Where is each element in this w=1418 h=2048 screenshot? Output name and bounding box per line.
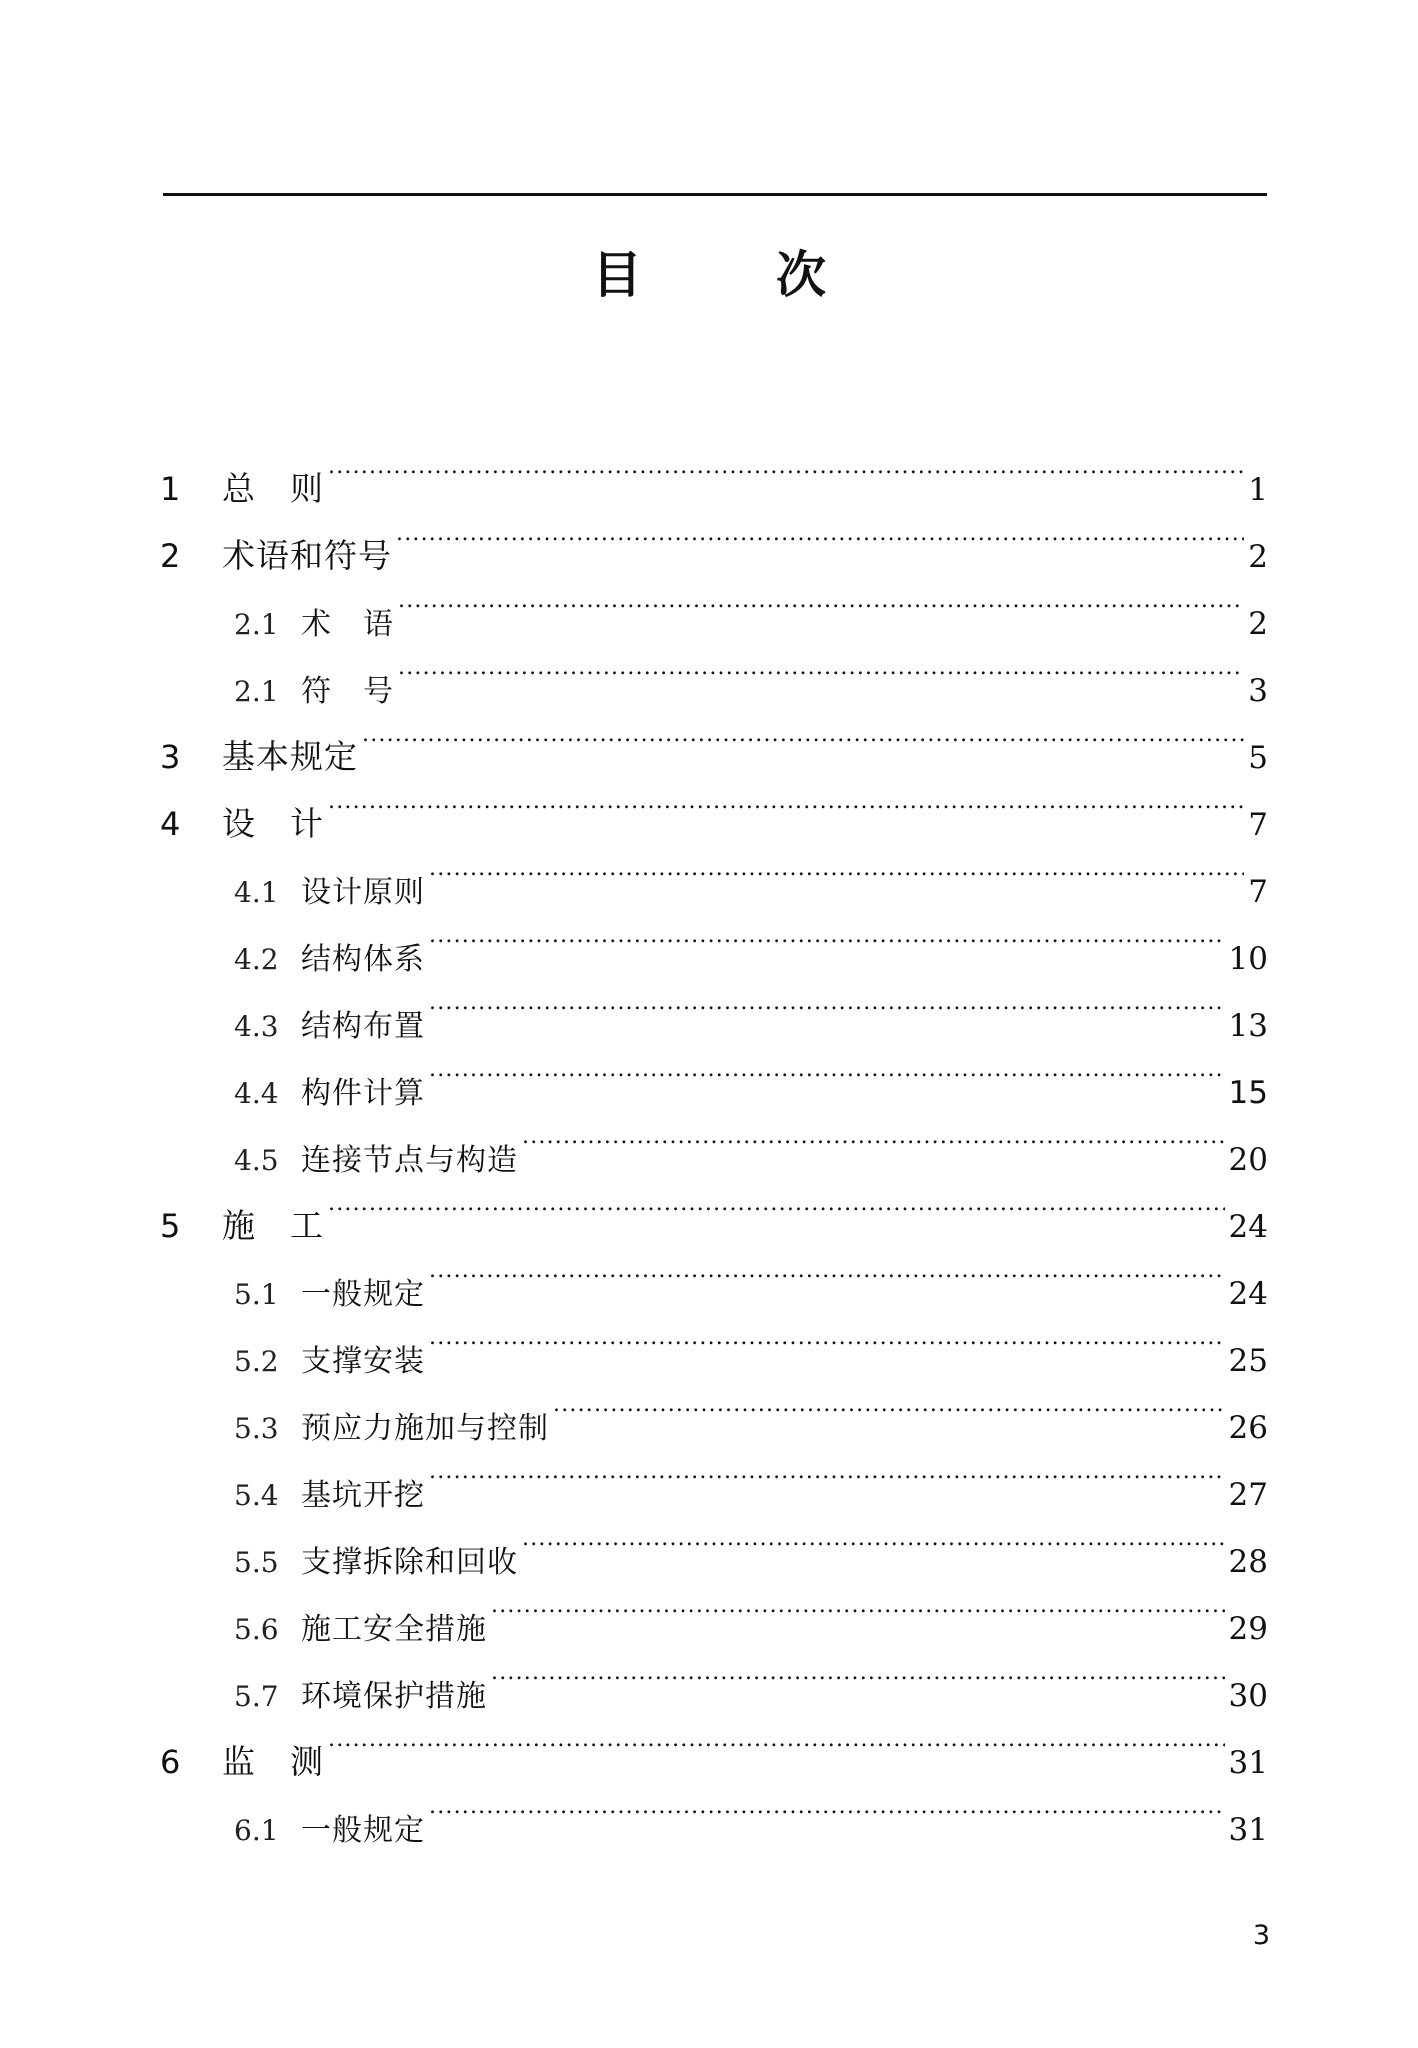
toc-entry-page: 24 xyxy=(1228,1276,1268,1312)
toc-entry-number: 2.1 xyxy=(234,608,279,641)
toc-entry-page: 31 xyxy=(1228,1745,1268,1781)
dot-leader xyxy=(522,1103,1225,1170)
toc-entry-page: 5 xyxy=(1248,740,1268,776)
toc-entry-number: 5.2 xyxy=(234,1345,279,1378)
toc-entry-title: 基坑开挖 xyxy=(301,1478,425,1513)
toc-entry-title: 一般规定 xyxy=(301,1277,425,1312)
dot-leader xyxy=(429,1773,1225,1840)
dot-leader xyxy=(491,1572,1225,1639)
dot-leader xyxy=(396,500,1244,567)
toc-entry-5-1[interactable] xyxy=(160,1237,1268,1312)
dot-leader xyxy=(328,1170,1225,1237)
toc-entry-1[interactable] xyxy=(160,433,1268,508)
dot-leader xyxy=(398,567,1244,634)
toc-entry-title: 环境保护措施 xyxy=(301,1679,487,1714)
toc-entry-page: 26 xyxy=(1228,1410,1268,1446)
dot-leader xyxy=(429,1304,1225,1371)
toc-entry-page: 2 xyxy=(1248,539,1268,575)
toc-entry-page: 7 xyxy=(1248,874,1268,910)
toc-entry-title: 施 工 xyxy=(222,1206,324,1245)
toc-entry-number: 5.5 xyxy=(234,1546,279,1579)
toc-entry-number: 5 xyxy=(160,1207,181,1245)
table-of-contents xyxy=(160,433,1268,1848)
toc-entry-title: 监 测 xyxy=(222,1742,324,1781)
toc-entry-number: 4 xyxy=(160,805,181,843)
toc-entry-page: 27 xyxy=(1228,1477,1268,1513)
dot-leader xyxy=(522,1505,1225,1572)
dot-leader xyxy=(362,701,1244,768)
dot-leader xyxy=(429,1237,1225,1304)
toc-entry-title: 术 语 xyxy=(301,607,394,642)
toc-entry-page: 20 xyxy=(1228,1142,1268,1178)
toc-entry-page: 13 xyxy=(1228,1008,1268,1044)
toc-entry-number: 6.1 xyxy=(234,1814,279,1847)
toc-entry-number: 4.1 xyxy=(234,876,279,909)
page-title: 目 次 xyxy=(592,245,868,304)
toc-entry-number: 5.4 xyxy=(234,1479,279,1512)
toc-entry-title: 术语和符号 xyxy=(222,536,392,575)
toc-entry-number: 1 xyxy=(160,470,181,508)
dot-leader xyxy=(553,1371,1225,1438)
page-number: 3 xyxy=(1252,1920,1270,1951)
toc-entry-number: 2.1 xyxy=(234,675,279,708)
dot-leader xyxy=(429,835,1244,902)
dot-leader xyxy=(328,433,1244,500)
toc-entry-title: 符 号 xyxy=(301,674,394,709)
toc-entry-page: 7 xyxy=(1248,807,1268,843)
toc-entry-number: 4.5 xyxy=(234,1144,279,1177)
toc-entry-number: 6 xyxy=(160,1743,181,1781)
toc-entry-page: 1 xyxy=(1248,472,1268,508)
toc-entry-page: 15 xyxy=(1228,1075,1268,1111)
toc-entry-page: 24 xyxy=(1228,1209,1268,1245)
toc-entry-title: 一般规定 xyxy=(301,1813,425,1848)
toc-entry-title: 设 计 xyxy=(222,804,324,843)
dot-leader xyxy=(328,768,1244,835)
toc-entry-title: 连接节点与构造 xyxy=(301,1143,518,1178)
toc-entry-2[interactable] xyxy=(160,500,1268,575)
toc-entry-title: 总 则 xyxy=(222,469,324,508)
toc-entry-page: 3 xyxy=(1248,673,1268,709)
toc-entry-page: 30 xyxy=(1228,1678,1268,1714)
toc-entry-page: 2 xyxy=(1248,606,1268,642)
toc-entry-page: 28 xyxy=(1228,1544,1268,1580)
dot-leader xyxy=(328,1706,1225,1773)
toc-entry-number: 4.3 xyxy=(234,1010,279,1043)
toc-entry-number: 4.2 xyxy=(234,943,279,976)
toc-entry-page: 29 xyxy=(1228,1611,1268,1647)
toc-entry-title: 基本规定 xyxy=(222,737,358,776)
toc-entry-title: 结构体系 xyxy=(301,942,425,977)
toc-entry-title: 施工安全措施 xyxy=(301,1612,487,1647)
toc-entry-title: 支撑安装 xyxy=(301,1344,425,1379)
toc-entry-title: 设计原则 xyxy=(301,875,425,910)
toc-entry-page: 10 xyxy=(1228,941,1268,977)
toc-entry-4-1[interactable] xyxy=(160,835,1268,910)
toc-entry-title: 预应力施加与控制 xyxy=(301,1411,549,1446)
toc-entry-title: 支撑拆除和回收 xyxy=(301,1545,518,1580)
dot-leader xyxy=(429,902,1225,969)
toc-entry-number: 5.6 xyxy=(234,1613,279,1646)
toc-entry-title: 结构布置 xyxy=(301,1009,425,1044)
dot-leader xyxy=(429,1438,1225,1505)
dot-leader xyxy=(491,1639,1225,1706)
toc-entry-page: 25 xyxy=(1228,1343,1268,1379)
dot-leader xyxy=(398,634,1244,701)
toc-entry-number: 5.7 xyxy=(234,1680,279,1713)
toc-entry-6-1[interactable] xyxy=(160,1773,1268,1848)
toc-entry-number: 2 xyxy=(160,537,181,575)
toc-entry-title: 构件计算 xyxy=(301,1076,425,1111)
toc-entry-number: 4.4 xyxy=(234,1077,279,1110)
toc-entry-page: 31 xyxy=(1228,1812,1268,1848)
header-rule xyxy=(163,193,1267,196)
toc-entry-number: 5.3 xyxy=(234,1412,279,1445)
dot-leader xyxy=(429,969,1225,1036)
toc-entry-number: 3 xyxy=(160,738,181,776)
toc-entry-number: 5.1 xyxy=(234,1278,279,1311)
dot-leader xyxy=(429,1036,1225,1103)
